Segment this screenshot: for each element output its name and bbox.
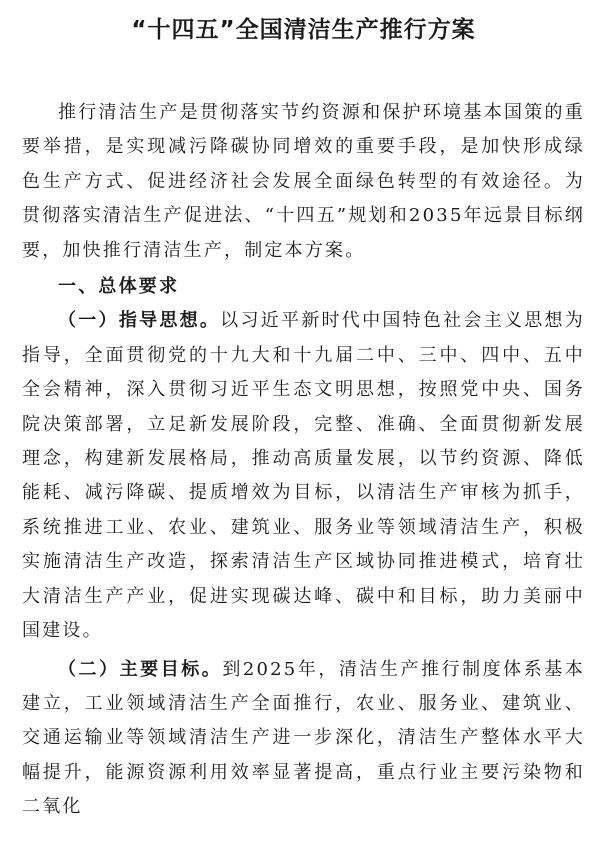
- guiding-ideology-paragraph: [22, 304, 585, 648]
- intro-paragraph: 推行清洁生产是贯彻落实节约资源和保护环境基本国策的重要举措，是实现减污降碳协同增效的重要手段，是加快形成绿色生产方式、促进经济社会发展全面绿色转型的有效途径。为贯彻落实清洁生产促进法、“十四五”规划和2035年远景目标纲要，加快推行清洁生产，制定本方案。: [22, 102, 585, 261]
- document-body: [22, 96, 585, 825]
- document-title: “十四五”全国清洁生产推行方案: [131, 17, 476, 43]
- main-goals-lead: （二）主要目标。: [58, 658, 223, 680]
- main-goals-text: 到2025年，清洁生产推行制度体系基本建立，工业领域清洁生产全面推行，农业、服务业、建筑业、交通运输业等领域清洁生产进一步深化，清洁生产整体水平大幅提升，能源资源利用效率显著提高，重点行业主要污染物和二氧化: [22, 658, 585, 818]
- section-heading-general-requirements: 一、总体要求: [58, 276, 180, 298]
- guiding-ideology-text: 以习近平新时代中国特色社会主义思想为指导，全面贯彻党的十九大和十九届二中、三中、四中、五中全会精神，深入贯彻习近平生态文明思想，按照党中央、国务院决策部署，立足新发展阶段，完整、准确、全面贯彻新发展理念，构建新发展格局，推动高质量发展，以节约资源、降低能耗、减污降碳、提质增效为目标，以清洁生产审核为抓手，系统推进工业、农业、建筑业、服务业等领域清洁生产，积极实施清洁生产改造，探索清洁生产区域协同推进模式，培育壮大清洁生产产业，促进实现碳达峰、碳中和目标，助力美丽中国建设。: [22, 310, 585, 642]
- main-goals-paragraph: [22, 653, 585, 825]
- guiding-ideology-lead: （一）指导思想。: [58, 310, 221, 332]
